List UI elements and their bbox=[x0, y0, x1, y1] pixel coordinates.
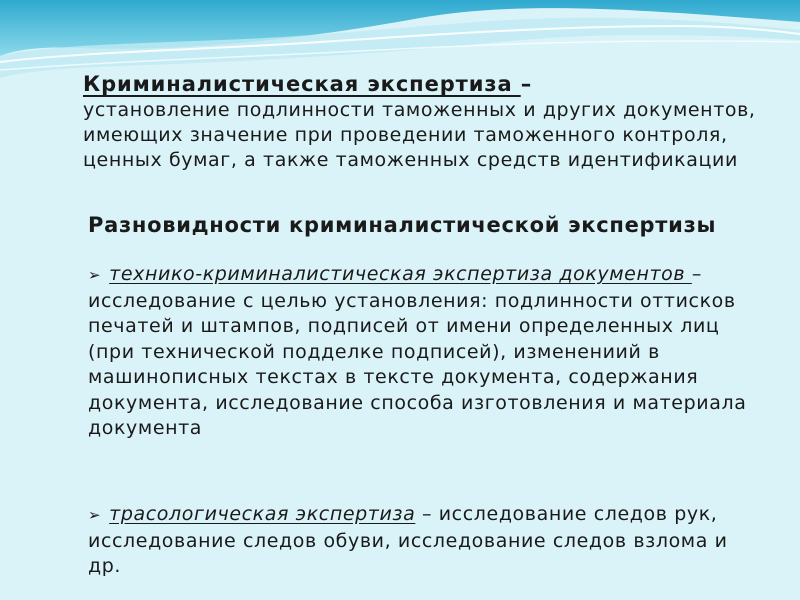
definition-title: Криминалистическая экспертиза bbox=[83, 72, 521, 96]
definition-dash: – bbox=[520, 72, 532, 96]
bullet-term: технико-криминалистическая экспертиза документов bbox=[109, 263, 692, 285]
bullet-term: трасологическая экспертиза bbox=[109, 503, 416, 525]
list-item bbox=[88, 262, 748, 442]
section-title: Разновидности криминалистической экспертизы bbox=[88, 213, 717, 237]
definition-body: установление подлинности таможенных и других документов, имеющих значение при проведении таможенного контроля, ценных бумаг, а также таможенных средств идентификации bbox=[83, 99, 756, 171]
bullet-text: – исследование с целью установления: подлинности оттисков печатей и штампов, подписей от имени определенных лиц (при технической подделке подписей), изменениий в машинописных текстах в тексте документа, содержания документа, исследование способа изготовления и материала документа bbox=[88, 263, 747, 439]
definition-paragraph bbox=[83, 72, 783, 173]
bullet-text: – исследование следов рук, исследование следов обуви, исследование следов взлома и др. bbox=[88, 503, 728, 577]
arrow-bullet-icon: ➢ bbox=[88, 506, 102, 524]
list-item bbox=[88, 502, 748, 580]
arrow-bullet-icon: ➢ bbox=[88, 266, 102, 284]
